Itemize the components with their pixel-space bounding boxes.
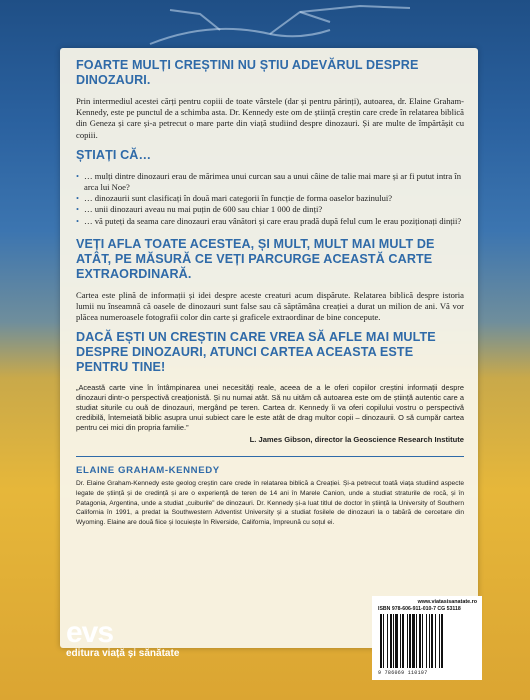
publisher-url: www.viatasisanatate.ro	[417, 599, 477, 605]
barcode-bar	[439, 614, 440, 668]
quote-attribution: L. James Gibson, director la Geoscience Research Institute	[249, 435, 464, 445]
headline: FOARTE MULȚI CREȘTINI NU ȘTIU ADEVĂRUL DESPRE DINOZAURI.	[76, 58, 419, 87]
barcode-bar	[419, 614, 421, 668]
barcode-bar	[393, 614, 394, 668]
barcode-bar	[441, 614, 443, 668]
barcode-bar	[387, 614, 388, 668]
call-to-action-heading: DACĂ EȘTI UN CREȘTIN CARE VREA SĂ AFLE MAI MULTE DESPRE DINOZAURI, ATUNCI CARTEA ACEASTA ESTE PENTRU TINE!	[76, 330, 436, 375]
barcode-digits: 9 786069 110107	[378, 670, 428, 676]
fact-item: • … mulți dintre dinozauri erau de mărimea unui curcan sau a unui câine de talie mai mare și ar fi putut intra în arca lui Noe?	[76, 171, 464, 193]
barcode-bar	[402, 614, 404, 668]
barcode-bar	[409, 614, 411, 668]
fact-item: • … vă puteți da seama care dinozauri erau vânători și care erau pradă după felul cum le erau poziționați dinții?	[76, 216, 464, 227]
fact-item: • … dinozaurii sunt clasificați în două mari categorii în funcție de forma oaselor bazinului?	[76, 193, 464, 204]
author-name: ELAINE GRAHAM-KENNEDY	[76, 465, 220, 477]
promise-heading: VEȚI AFLA TOATE ACESTEA, ȘI MULT, MULT MAI MULT DE ATÂT, PE MĂSURĂ CE VEȚI PARCURGE ACEASTĂ CARTE EXTRAORDINARĂ.	[76, 236, 435, 281]
intro-paragraph: Prin intermediul acestei cărți pentru copiii de toate vârstele (dar și pentru părinți), autoarea, dr. Elaine Graham-Kennedy, este pe punctul de a schimba asta. Dr. Kennedy este om de știință creștin care crede în relatarea biblică din Geneza și care și-a petrecut o mare parte din viață studiind despre dinozauri. Și are multe de împărtășit cu copiii.	[76, 96, 464, 140]
barcode-bar	[426, 614, 427, 668]
publisher-mark: evs	[66, 616, 114, 649]
barcode-bar	[383, 614, 384, 668]
body-paragraph: Cartea este plină de informații și idei despre aceste creaturi acum dispărute. Relatarea biblică despre istoria lumii nu înseamnă că oasele de dinozauri sunt false sau că săptămâna creației a durat un milion de ani. Vă vor plăcea numeroasele fotografii color din carte și graficele extraordinar de bine concepute.	[76, 289, 464, 323]
barcode-graphic	[378, 614, 476, 668]
publisher-name: editura viață și sănătate	[66, 648, 180, 659]
back-cover-content	[76, 58, 464, 527]
barcode-bar	[395, 614, 398, 668]
barcode-bar	[400, 614, 401, 668]
publisher-logo	[66, 618, 179, 660]
barcode-bar	[431, 614, 433, 668]
barcode-bar	[412, 614, 415, 668]
barcode-panel	[372, 596, 482, 680]
facts-list	[76, 171, 464, 227]
barcode-bar	[429, 614, 430, 668]
barcode-bar	[390, 614, 392, 668]
barcode-bar	[416, 614, 417, 668]
endorsement-quote: „Această carte vine în întâmpinarea unei necesități reale, aceea de a le oferi copiilor creștini informații despre dinozauri dintr-o perspectivă creaționistă. Și nu numai atât. Să nu uităm că autoarea este om de știință autentic care a studiat siturile cu ouă de dinozauri, mergând pe teren. Cartea dr. Kennedy îi va oferi copilului vostru o perspectivă credibilă, întemeiată biblic asupra unui subiect care le este atât de drag multor copii – dinozaurii. O să cumpăr cartea pentru cei mici din propria familie.”	[76, 383, 464, 433]
isbn-label: ISBN 978-606-911-010-7 CG 53118	[378, 606, 461, 612]
fact-item: • … unii dinozauri aveau nu mai puțin de 600 sau chiar 1 000 de dinți?	[76, 204, 464, 215]
author-bio: Dr. Elaine Graham-Kennedy este geolog creștin care crede în relatarea biblică a Creației. Și-a petrecut toată viața studiind aspecte legate de știință și de credință și are o experiență de teren de 14 ani în Marele Canion, unde a studiat straturile de rocă, și în Patagonia, Argentina, unde a studiat „cuiburile” de dinozauri. Dr. Kennedy și-a luat titlul de doctor în știință la University of Southern California în 1991, a predat la Southwestern Adventist University și a studiat fosilele de dinozauri la o tabără de cercetare din Wyoming. Elaine are două fiice și locuiește în Riverside, California, împreună cu soțul ei.	[76, 480, 464, 526]
barcode-bar	[422, 614, 423, 668]
barcode-bar	[407, 614, 408, 668]
did-you-know-heading: ȘTIAȚI CĂ…	[76, 147, 152, 162]
barcode-bar	[435, 614, 436, 668]
section-divider	[76, 456, 464, 457]
barcode-bar	[380, 614, 382, 668]
